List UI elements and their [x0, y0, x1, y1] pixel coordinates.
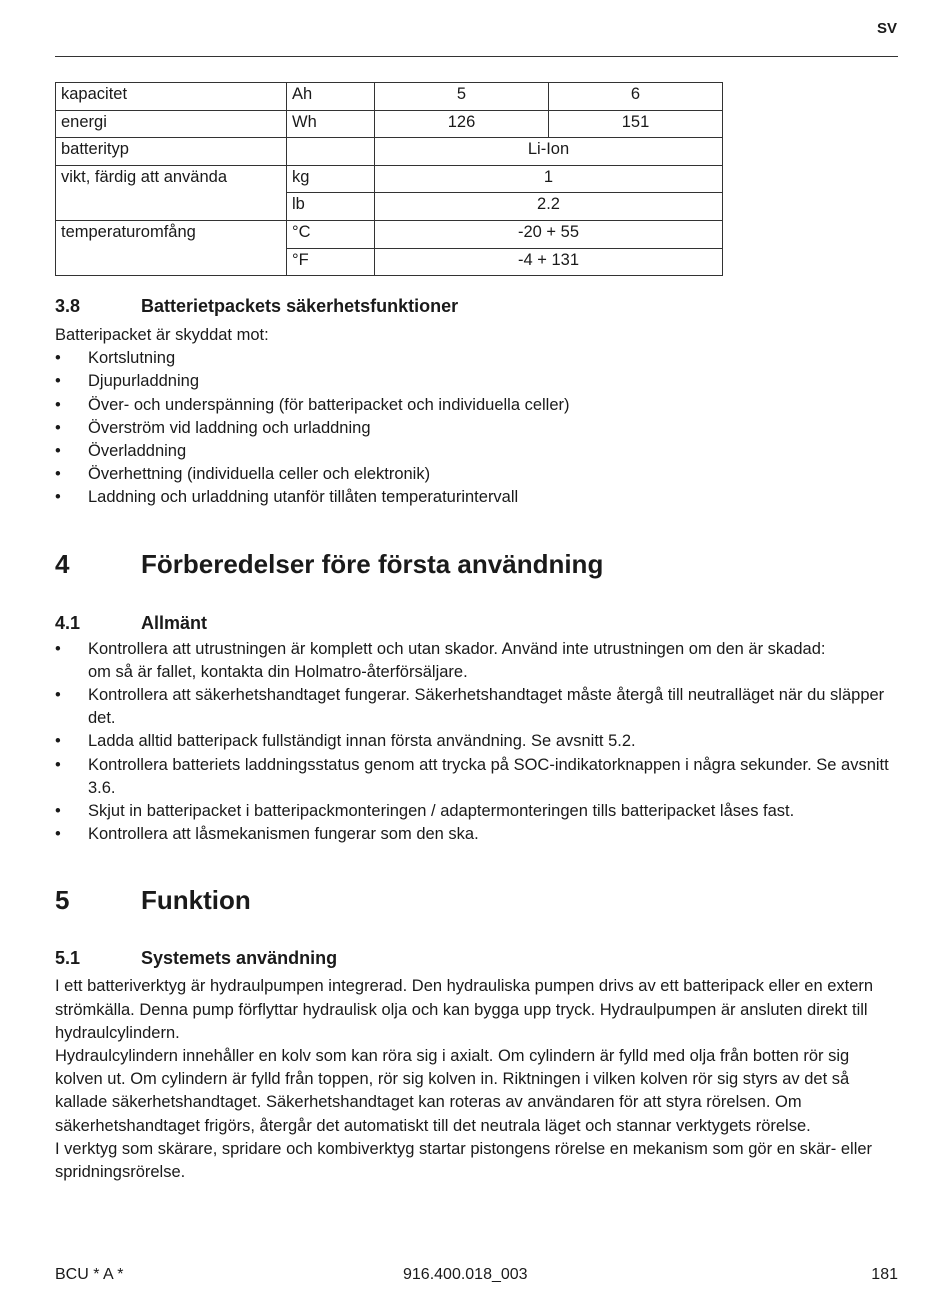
document-body — [55, 294, 898, 1184]
table-cell: 5 — [375, 83, 549, 111]
footer-document-number: 916.400.018_003 — [403, 1266, 528, 1283]
list-item-text: Kontrollera att säkerhetshandtaget fungerar. Säkerhetshandtaget måste återgå till neutralläget när du släpper det. — [88, 686, 885, 728]
table-cell: -20 + 55 — [375, 220, 723, 248]
table-cell: lb — [287, 193, 375, 221]
list-item — [55, 440, 898, 463]
table-cell — [56, 193, 287, 221]
table-cell: °F — [287, 248, 375, 276]
list-item — [55, 754, 898, 800]
section-title: Systemets användning — [141, 948, 338, 969]
table-row — [56, 165, 723, 193]
bullet: • — [55, 755, 61, 774]
list-item-text: Överström vid laddning och urladdning — [88, 418, 371, 437]
section-heading-3-8 — [55, 294, 898, 318]
chapter-number: 4 — [55, 548, 70, 579]
list-item-text: Överladdning — [88, 442, 187, 461]
chapter-heading-4 — [55, 548, 898, 580]
bullet: • — [55, 732, 61, 751]
footer-model: BCU * A * — [55, 1266, 124, 1283]
bullet: • — [55, 442, 61, 461]
chapter-title: Förberedelser före första användning — [141, 548, 604, 579]
section-title: Batterietpackets säkerhetsfunktioner — [141, 296, 459, 316]
list-item-text: Kontrollera batteriets laddningsstatus genom att trycka på SOC-indikatorknappen i några sekunder. Se avsnitt 3.6. — [88, 755, 889, 797]
table-cell: kg — [287, 165, 375, 193]
table-cell: kapacitet — [56, 83, 287, 111]
list-item-text: Kortslutning — [88, 349, 176, 368]
section-heading-4-1 — [55, 611, 898, 635]
list-item — [55, 684, 898, 730]
protection-list — [55, 347, 898, 509]
page-number: 181 — [871, 1266, 898, 1283]
language-code: SV — [876, 20, 897, 37]
section-title: Allmänt — [141, 612, 208, 633]
list-item — [55, 823, 898, 846]
bullet: • — [55, 488, 61, 507]
section-number: 3.8 — [55, 296, 81, 316]
chapter-number: 5 — [55, 885, 70, 916]
list-item — [55, 463, 898, 486]
section-heading-5-1 — [55, 946, 898, 970]
table-cell: Ah — [287, 83, 375, 111]
table-cell: 126 — [375, 110, 549, 138]
list-item — [55, 638, 898, 684]
list-item — [55, 394, 898, 417]
section-number: 4.1 — [55, 612, 81, 633]
bullet: • — [55, 395, 61, 414]
table-row — [56, 220, 723, 248]
bullet: • — [55, 686, 61, 705]
list-item-text: Djupurladdning — [88, 372, 199, 391]
header-rule — [55, 56, 898, 57]
bullet: • — [55, 372, 61, 391]
list-item — [55, 347, 898, 370]
table-row — [56, 193, 723, 221]
bullet: • — [55, 802, 61, 821]
table-row — [56, 83, 723, 111]
paragraph: Batteripacket är skyddat mot: — [55, 326, 269, 344]
table-cell: temperaturomfång — [56, 220, 287, 248]
list-item — [55, 370, 898, 393]
table-cell: 1 — [375, 165, 723, 193]
check-list — [55, 638, 898, 847]
table-row — [56, 248, 723, 276]
list-item-text: om så är fallet, kontakta din Holmatro-återförsäljare. — [88, 662, 468, 681]
list-item — [55, 417, 898, 440]
list-item — [55, 730, 898, 753]
table-row — [56, 110, 723, 138]
table-cell: 6 — [549, 83, 723, 111]
paragraph: I ett batteriverktyg är hydraulpumpen integrerad. Den hydrauliska pumpen drivs av ett batteripack eller en extern strömkälla. Denna pump förflyttar hydraulisk olja och kan bygga upp tryck. Hydraulpumpen är ansluten direkt till hydraulcylindern. — [55, 977, 874, 1042]
table-cell — [56, 248, 287, 276]
bullet: • — [55, 465, 61, 484]
bullet: • — [55, 825, 61, 844]
table-cell: -4 + 131 — [375, 248, 723, 276]
list-item — [55, 486, 898, 509]
list-item-text: Skjut in batteripacket i batteripackmonteringen / adaptermonteringen tills batteripacket låses fast. — [88, 802, 795, 821]
list-item-text: Över- och underspänning (för batteripacket och individuella celler) — [88, 395, 570, 414]
paragraph: I verktyg som skärare, spridare och kombiverktyg startar pistongens rörelse en mekanism som gör en skär- eller spridningsrörelse. — [55, 1139, 873, 1182]
battery-specs-table — [55, 82, 723, 276]
table-cell — [287, 138, 375, 166]
list-item — [55, 800, 898, 823]
bullet: • — [55, 418, 61, 437]
list-item-text: Ladda alltid batteripack fullständigt innan första användning. Se avsnitt 5.2. — [88, 732, 636, 751]
chapter-heading-5 — [55, 884, 898, 916]
table-cell: Wh — [287, 110, 375, 138]
chapter-title: Funktion — [141, 885, 251, 916]
section-number: 5.1 — [55, 948, 81, 969]
table-cell: 2.2 — [375, 193, 723, 221]
list-item-text: Kontrollera att låsmekanismen fungerar som den ska. — [88, 825, 479, 844]
table-cell: Li-Ion — [375, 138, 723, 166]
list-item-text: Överhettning (individuella celler och elektronik) — [88, 465, 431, 484]
table-cell: batterityp — [56, 138, 287, 166]
list-item-text: Kontrollera att utrustningen är komplett och utan skador. Använd inte utrustningen om den är skadad: — [88, 639, 826, 658]
bullet: • — [55, 639, 61, 658]
table-cell: 151 — [549, 110, 723, 138]
table-cell: °C — [287, 220, 375, 248]
bullet: • — [55, 349, 61, 368]
table-row — [56, 138, 723, 166]
paragraph: Hydraulcylindern innehåller en kolv som kan röra sig i axialt. Om cylindern är fylld med olja från botten rör sig kolven ut. Om cylindern är fylld från toppen, rör sig kolven in. Riktningen i vilken kolven rör sig styrs av det så kallade säkerhetshandtaget. Säkerhetshandtaget kan roteras av användaren för att styra rörelsen. Om säkerhetshandtaget frigörs, återgår det automatiskt till det neutrala läget och stannar verktygets rörelse. — [55, 1047, 850, 1135]
table-cell: energi — [56, 110, 287, 138]
list-item-text: Laddning och urladdning utanför tillåten temperaturintervall — [88, 488, 519, 507]
table-cell: vikt, färdig att använda — [56, 165, 287, 193]
